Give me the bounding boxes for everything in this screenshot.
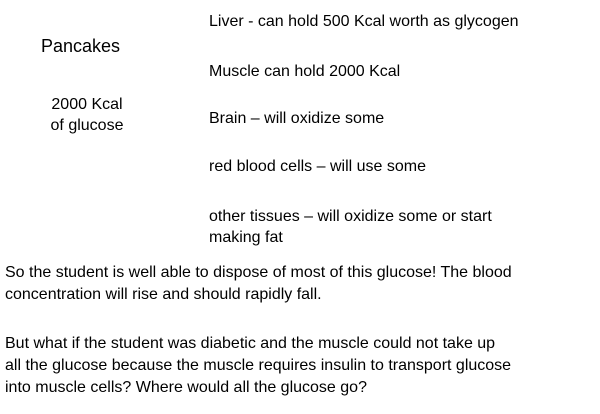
- paragraph-2-line-2: all the glucose because the muscle requires insulin to transport glucose: [5, 357, 512, 374]
- liver-item: Liver - can hold 500 Kcal worth as glycogen: [209, 13, 519, 30]
- paragraph-1-line-2: concentration will rise and should rapidly fall.: [5, 286, 322, 303]
- brain-item: Brain – will oxidize some: [209, 110, 385, 127]
- paragraph-1-line-1: So the student is well able to dispose of most of this glucose! The blood: [5, 264, 512, 281]
- paragraph-2-line-1: But what if the student was diabetic and the muscle could not take up: [5, 335, 496, 352]
- red-blood-cells-item: red blood cells – will use some: [209, 158, 426, 175]
- paragraph-2-line-3: into muscle cells? Where would all the glucose go?: [5, 379, 367, 396]
- glucose-amount-line-2: of glucose: [50, 117, 124, 134]
- muscle-item: Muscle can hold 2000 Kcal: [209, 63, 401, 80]
- other-tissues-item: other tissues – will oxidize some or start: [209, 208, 492, 225]
- glucose-amount-line-1: 2000 Kcal: [51, 96, 123, 113]
- pancakes-heading: Pancakes: [41, 36, 121, 56]
- other-tissues-item-continued: making fat: [209, 229, 283, 246]
- glucose-amount: [0, 94, 174, 136]
